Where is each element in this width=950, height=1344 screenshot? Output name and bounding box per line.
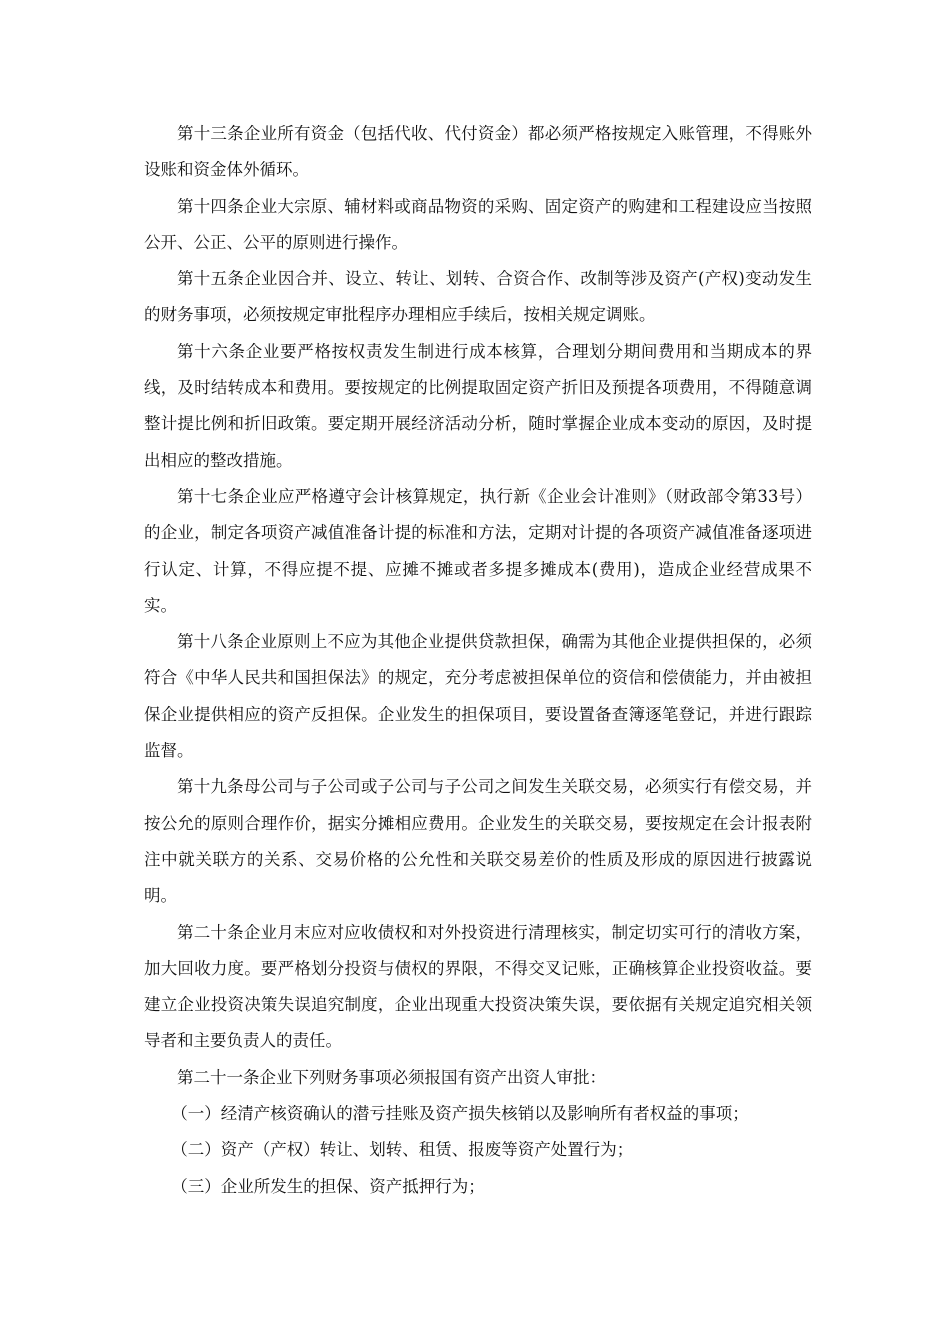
article-18: 第十八条企业原则上不应为其他企业提供贷款担保，确需为其他企业提供担保的，必须符合《中华人民共和国担保法》的规定，充分考虑被担保单位的资信和偿债能力，并由被担保企业提供相应的资产反担保。企业发生的担保项目，要设置备查簿逐笔登记，并进行跟踪监督。	[144, 632, 812, 761]
article-21-item-3: （三）企业所发生的担保、资产抵押行为；	[171, 1176, 485, 1196]
article-20: 第二十条企业月末应对应收债权和对外投资进行清理核实，制定切实可行的清收方案，加大回收力度。要严格划分投资与债权的界限，不得交叉记账，正确核算企业投资收益。要建立企业投资决策失误追究制度，企业出现重大投资决策失误，要依据有关规定追究相关领导者和主要负责人的责任。	[144, 922, 812, 1051]
article-13: 第十三条企业所有资金（包括代收、代付资金）都必须严格按规定入账管理，不得账外设账和资金体外循环。	[144, 124, 812, 180]
article-21-item-2: （二）资产（产权）转让、划转、租赁、报废等资产处置行为；	[171, 1140, 634, 1160]
article-17: 第十七条企业应严格遵守会计核算规定，执行新《企业会计准则》（财政部令第33号）的企业，制定各项资产减值准备计提的标准和方法，定期对计提的各项资产减值准备逐项进行认定、计算，不得应提不提、应摊不摊或者多提多摊成本(费用)，造成企业经营成果不实。	[144, 486, 812, 615]
article-21: 第二十一条企业下列财务事项必须报国有资产出资人审批：	[177, 1067, 606, 1087]
document-body	[144, 116, 812, 1205]
article-14: 第十四条企业大宗原、辅材料或商品物资的采购、固定资产的购建和工程建设应当按照公开、公正、公平的原则进行操作。	[144, 196, 812, 252]
article-15: 第十五条企业因合并、设立、转让、划转、合资合作、改制等涉及资产(产权)变动发生的财务事项，必须按规定审批程序办理相应手续后，按相关规定调账。	[144, 269, 812, 325]
article-19: 第十九条母公司与子公司或子公司与子公司之间发生关联交易，必须实行有偿交易，并按公允的原则合理作价，据实分摊相应费用。企业发生的关联交易，要按规定在会计报表附注中就关联方的关系、交易价格的公允性和关联交易差价的性质及形成的原因进行披露说明。	[144, 777, 812, 906]
article-16: 第十六条企业要严格按权责发生制进行成本核算，合理划分期间费用和当期成本的界线，及时结转成本和费用。要按规定的比例提取固定资产折旧及预提各项费用，不得随意调整计提比例和折旧政策。要定期开展经济活动分析，随时掌握企业成本变动的原因，及时提出相应的整改措施。	[144, 341, 812, 470]
article-21-item-1: （一）经清产核资确认的潜亏挂账及资产损失核销以及影响所有者权益的事项；	[171, 1104, 749, 1124]
